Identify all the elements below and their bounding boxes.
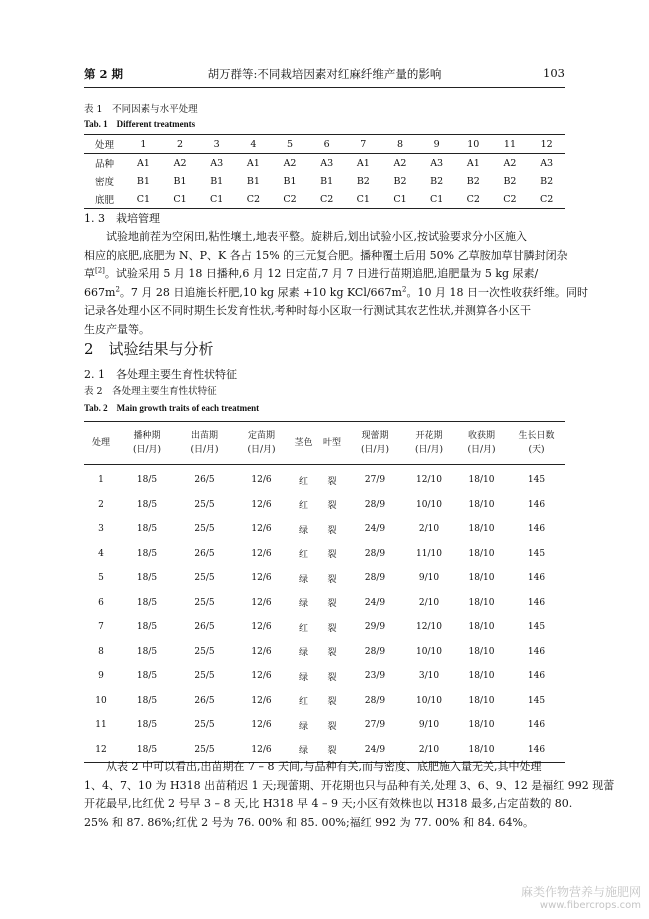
header-label: 开花期 bbox=[415, 431, 443, 441]
paragraph-line: 开花最早,比红优 2 号早 3 – 8 天,比 H318 早 4 – 9 天;小区有效株也以 H318 最多,占定苗数的 80. bbox=[84, 797, 573, 811]
table1-cell: B1 bbox=[210, 175, 224, 187]
header-label: 现蕾期 bbox=[361, 431, 389, 441]
paragraph-line: 相应的底肥,底肥为 N、P、K 各占 15% 的三元复合肥。播种覆土后用 50% 乙草胺加草甘膦封闭杂 bbox=[84, 248, 568, 262]
table2-cell: 25/5 bbox=[194, 499, 215, 510]
table2-cell: 12/6 bbox=[251, 671, 272, 682]
table1-cell: C1 bbox=[198, 190, 235, 209]
table2-cell: 18/5 bbox=[136, 524, 158, 535]
table2-cell: 裂 bbox=[327, 550, 337, 561]
table2-cell: 12/6 bbox=[251, 622, 272, 633]
table2-cell: 28/9 bbox=[364, 548, 386, 559]
table2-cell: 25/5 bbox=[194, 573, 215, 584]
table2-cell: 12/10 bbox=[416, 475, 442, 486]
table2-row bbox=[84, 566, 565, 591]
table2-cell: 25/5 bbox=[194, 597, 215, 608]
table2-cell: 12/6 bbox=[251, 695, 272, 706]
table2-cell: 12/6 bbox=[251, 597, 272, 608]
header-label: 生长日数 bbox=[518, 431, 555, 441]
header-unit: (日/月) bbox=[247, 445, 276, 455]
table2-cell: 18/5 bbox=[136, 573, 158, 584]
table2-cell: 146 bbox=[527, 646, 546, 657]
table2-cell: 24/9 bbox=[364, 597, 386, 608]
table2-cell: 绿 bbox=[298, 721, 308, 732]
header-unit: (日/月) bbox=[190, 445, 219, 455]
table2-cell: 146 bbox=[527, 720, 546, 731]
page-number: 103 bbox=[543, 66, 565, 80]
running-header bbox=[84, 66, 565, 84]
table2-cell: 18/5 bbox=[136, 499, 158, 510]
table2-row bbox=[84, 615, 565, 640]
table1-cell: A2 bbox=[393, 157, 407, 169]
table2-cell: 红 bbox=[298, 550, 308, 561]
table1-header-cell: 1 bbox=[125, 135, 162, 154]
table2-cell: 7 bbox=[98, 622, 104, 633]
header-unit: (日/月) bbox=[414, 445, 444, 455]
table2-header-cell bbox=[317, 422, 347, 465]
table2-cell: 145 bbox=[527, 475, 546, 486]
table1-row bbox=[84, 154, 565, 173]
table1-header-cell: 8 bbox=[382, 135, 419, 154]
table2-cell: 11 bbox=[95, 720, 107, 731]
table1-cell: B1 bbox=[136, 175, 150, 187]
table1-cell: C2 bbox=[272, 190, 309, 209]
table2-cell: 5 bbox=[98, 573, 104, 584]
table2-cell: 18/10 bbox=[468, 695, 495, 706]
table1-header-cell: 4 bbox=[235, 135, 272, 154]
table1-cell: A1 bbox=[356, 157, 370, 169]
table1-cell: C1 bbox=[382, 190, 419, 209]
text-run: 。10 月 18 日一次性收获纤维。同时 bbox=[406, 285, 588, 299]
table2-cell: 18/10 bbox=[468, 499, 495, 510]
table1-cell: B2 bbox=[356, 175, 370, 187]
table2-cell: 26/5 bbox=[194, 548, 215, 559]
table2-cell: 12/10 bbox=[416, 622, 442, 633]
table2-cell: 146 bbox=[527, 524, 546, 535]
header-unit: (日/月) bbox=[360, 445, 390, 455]
table2-cell: 8 bbox=[98, 646, 104, 657]
table1-cell: 密度 bbox=[95, 177, 115, 188]
table2-cell: 3/10 bbox=[418, 671, 440, 682]
table2-cell: 10 bbox=[95, 695, 107, 706]
table1-cell: B2 bbox=[466, 175, 480, 187]
header-label: 出苗期 bbox=[190, 431, 218, 441]
table1-header-cell: 9 bbox=[418, 135, 455, 154]
table2-cell: 裂 bbox=[327, 599, 337, 610]
table2-cell: 145 bbox=[527, 622, 546, 633]
table2-header-row bbox=[84, 422, 565, 465]
results-paragraph bbox=[84, 758, 615, 832]
table1-cell: A3 bbox=[540, 157, 554, 169]
table2-cell: 12/6 bbox=[251, 524, 272, 535]
table2-cell: 裂 bbox=[327, 501, 337, 512]
table2-cell: 145 bbox=[527, 548, 546, 559]
table2-cell: 28/9 bbox=[364, 573, 386, 584]
table1-header-cell: 2 bbox=[162, 135, 199, 154]
table1-cell: B2 bbox=[393, 175, 407, 187]
table2-cell: 18/10 bbox=[468, 548, 495, 559]
table2-cell: 18/10 bbox=[468, 622, 495, 633]
table2-cell: 18/5 bbox=[118, 738, 176, 763]
table2-row bbox=[84, 542, 565, 567]
table1-cell: C2 bbox=[455, 190, 492, 209]
table1-cell: A1 bbox=[136, 157, 150, 169]
text-run: 。7 月 28 日追施长杆肥,10 kg 尿素 +10 kg KCl/667m bbox=[119, 285, 402, 299]
superscript: 2 bbox=[115, 285, 120, 294]
paragraph-line: 试验地前茬为空闲田,粘性壤土,地表平整。旋耕后,划出试验小区,按试验要求分小区施入 bbox=[106, 230, 527, 243]
table1-header-cell: 处理 bbox=[84, 135, 125, 154]
table2-cell: 12/6 bbox=[251, 646, 272, 657]
table2-cell: 18/5 bbox=[136, 548, 158, 559]
table1-cell: A3 bbox=[430, 157, 444, 169]
table2-cell: 18/10 bbox=[468, 524, 495, 535]
table1-cell: B1 bbox=[246, 175, 260, 187]
header-label: 定苗期 bbox=[247, 431, 275, 441]
table2-cell: 2/10 bbox=[418, 524, 440, 535]
table2-cell: 146 bbox=[527, 499, 546, 510]
table2-cell: 25/5 bbox=[176, 738, 233, 763]
table2-cell: 绿 bbox=[290, 738, 317, 763]
table2-cell: 12/6 bbox=[251, 499, 272, 510]
table2-cell: 18/5 bbox=[136, 695, 158, 706]
table2-cell: 23/9 bbox=[364, 671, 386, 682]
header-label: 叶型 bbox=[322, 438, 341, 448]
table1-header-cell: 5 bbox=[272, 135, 309, 154]
table2-cell: 红 bbox=[298, 697, 308, 708]
table1-cell: B1 bbox=[173, 175, 187, 187]
table2-cell: 18/10 bbox=[468, 646, 495, 657]
table2-cell: 25/5 bbox=[194, 646, 215, 657]
citation-ref: [2] bbox=[95, 266, 105, 275]
table1-cell: B2 bbox=[430, 175, 444, 187]
table2-cell: 裂 bbox=[317, 738, 347, 763]
table2-header-cell bbox=[455, 422, 508, 465]
paragraph-line: 从表 2 中可以看出,出苗期在 7 – 8 天间,与品种有关,而与密度、底肥施入量无关,其中处理 bbox=[106, 760, 542, 773]
table2-cell: 28/9 bbox=[364, 646, 386, 657]
table2-cell: 裂 bbox=[327, 525, 337, 536]
table2-cell: 裂 bbox=[327, 672, 337, 683]
table2-cell: 146 bbox=[527, 671, 546, 682]
table1-cell: B1 bbox=[320, 175, 334, 187]
watermark-title: 麻类作物营养与施肥网 bbox=[520, 885, 641, 899]
table1-cell: A3 bbox=[320, 157, 334, 169]
table2-cell: 18/10 bbox=[468, 597, 495, 608]
header-unit: (日/月) bbox=[132, 445, 162, 455]
superscript: 2 bbox=[402, 285, 407, 294]
table2-cell: 145 bbox=[527, 695, 546, 706]
table1-header-cell: 3 bbox=[198, 135, 235, 154]
table1-header-cell: 12 bbox=[528, 135, 565, 154]
table2-cell: 12 bbox=[84, 738, 118, 763]
table2-row bbox=[84, 664, 565, 689]
table2-cell: 18/10 bbox=[468, 475, 495, 486]
table2-cell: 绿 bbox=[298, 574, 308, 585]
site-watermark bbox=[521, 883, 641, 911]
table2-cell: 4 bbox=[98, 548, 104, 559]
table2-cell: 9 bbox=[98, 671, 104, 682]
table2-cell: 绿 bbox=[298, 599, 308, 610]
table2-cell: 28/9 bbox=[364, 499, 386, 510]
issue-number: 第 2 期 bbox=[84, 67, 124, 81]
table2-cell: 25/5 bbox=[194, 671, 215, 682]
table2-cell: 绿 bbox=[298, 672, 308, 683]
table2-row bbox=[84, 468, 565, 493]
table2-cell: 裂 bbox=[327, 623, 337, 634]
table2-cell: 6 bbox=[98, 597, 104, 608]
table1-cell: A1 bbox=[466, 157, 480, 169]
table1-header-cell: 10 bbox=[455, 135, 492, 154]
table1-cell: B2 bbox=[540, 175, 554, 187]
table2-cell: 裂 bbox=[327, 721, 337, 732]
table2-cell: 18/10 bbox=[468, 720, 495, 731]
table2-cell: 18/5 bbox=[136, 597, 158, 608]
table1-cell: C1 bbox=[125, 190, 162, 209]
table1-header-cell: 6 bbox=[308, 135, 345, 154]
table1-header-row bbox=[84, 135, 565, 154]
paragraph-line bbox=[84, 284, 588, 303]
table1-cell: A2 bbox=[503, 157, 517, 169]
header-unit: (日/月) bbox=[467, 445, 496, 455]
table2-cell: 裂 bbox=[327, 476, 337, 487]
table2-caption-cn: 表 2 各处理主要生育性状特征 bbox=[84, 386, 217, 397]
table2-cell: 12/6 bbox=[251, 475, 272, 486]
table2-cell: 2/10 bbox=[418, 597, 440, 608]
table1-row bbox=[84, 172, 565, 190]
table2-cell: 10/10 bbox=[416, 499, 442, 510]
text-run: 667m bbox=[84, 285, 116, 299]
table2-cell: 26/5 bbox=[194, 622, 215, 633]
table2-cell: 18/5 bbox=[136, 671, 158, 682]
table2-cell: 18/10 bbox=[468, 573, 495, 584]
table2-cell: 28/9 bbox=[364, 695, 386, 706]
table2-cell: 红 bbox=[298, 623, 308, 634]
table1-cell: 品种 bbox=[95, 159, 115, 170]
table2-caption-en: Tab. 2 Main growth traits of each treatment bbox=[84, 403, 260, 413]
section-2-1-heading: 2. 1 各处理主要生育性状特征 bbox=[84, 368, 237, 381]
table2-header-cell bbox=[290, 422, 317, 465]
paragraph-line: 生皮产量等。 bbox=[84, 322, 150, 336]
table2-row bbox=[84, 591, 565, 616]
table1-caption-cn: 表 1 不同因素与水平处理 bbox=[84, 104, 198, 115]
table2-header-cell bbox=[403, 422, 455, 465]
table1-cell: B2 bbox=[503, 175, 517, 187]
table2-cell: 18/5 bbox=[136, 720, 158, 731]
header-label: 茎色 bbox=[294, 438, 313, 448]
table2-cell: 18/5 bbox=[136, 622, 158, 633]
table2-cell: 18/5 bbox=[136, 646, 158, 657]
table1-cell: A1 bbox=[246, 157, 260, 169]
section-1-3-heading: 1. 3 栽培管理 bbox=[84, 212, 160, 225]
table1-cell: A2 bbox=[283, 157, 297, 169]
table2-cell: 12/6 bbox=[233, 738, 290, 763]
table2-cell: 9/10 bbox=[418, 720, 440, 731]
table2-cell: 146 bbox=[508, 738, 565, 763]
paragraph-line bbox=[84, 265, 565, 284]
table2-cell: 绿 bbox=[298, 648, 308, 659]
table2-row bbox=[84, 640, 565, 665]
table1-cell: A2 bbox=[173, 157, 187, 169]
header-label: 收获期 bbox=[467, 431, 495, 441]
table2-cell: 绿 bbox=[298, 525, 308, 536]
table1-cell: C2 bbox=[528, 190, 565, 209]
header-label: 处理 bbox=[91, 438, 110, 448]
table2-header-cell bbox=[508, 422, 565, 465]
table2-cell: 12/6 bbox=[251, 573, 272, 584]
table2-cell: 29/9 bbox=[364, 622, 386, 633]
table2-header-cell bbox=[84, 422, 118, 465]
table1-cell: C1 bbox=[345, 190, 382, 209]
table2-cell: 2 bbox=[98, 499, 104, 510]
table1-header-cell: 7 bbox=[345, 135, 382, 154]
table2-cell: 11/10 bbox=[416, 548, 442, 559]
table2-header-cell bbox=[233, 422, 290, 465]
table2-cell: 12/6 bbox=[251, 720, 272, 731]
table2-cell: 146 bbox=[527, 597, 546, 608]
table2-cell: 1 bbox=[98, 475, 104, 486]
running-title: 胡万群等:不同栽培因素对红麻纤维产量的影响 bbox=[207, 67, 442, 81]
table2-row bbox=[84, 517, 565, 542]
table2-cell: 26/5 bbox=[194, 695, 215, 706]
paragraph-line: 1、4、7、10 为 H318 出苗稍迟 1 天;现蕾期、开花期也只与品种有关,处理 3、6、9、12 是福红 992 现蕾 bbox=[84, 778, 615, 792]
table2-cell: 红 bbox=[298, 501, 308, 512]
table2-row bbox=[84, 493, 565, 518]
table1-caption-en: Tab. 1 Different treatments bbox=[84, 119, 196, 129]
table2-cell: 裂 bbox=[327, 574, 337, 585]
paragraph-line: 25% 和 87. 86%;红优 2 号为 76. 00% 和 85. 00%;福红 992 为 77. 00% 和 84. 64%。 bbox=[84, 815, 535, 829]
table1-cell: C2 bbox=[308, 190, 345, 209]
growth-traits-table bbox=[84, 421, 565, 763]
table2-cell: 10/10 bbox=[416, 695, 442, 706]
table2-body bbox=[84, 468, 565, 763]
table2-header-cell bbox=[347, 422, 403, 465]
table2-cell: 裂 bbox=[327, 697, 337, 708]
section-2-heading: 2 试验结果与分析 bbox=[84, 340, 214, 358]
text-run: 草 bbox=[84, 267, 95, 281]
table2-cell: 24/9 bbox=[347, 738, 403, 763]
table2-cell: 9/10 bbox=[418, 573, 440, 584]
table2-cell: 3 bbox=[98, 524, 104, 535]
table2-cell: 25/5 bbox=[194, 720, 215, 731]
text-run: 。试验采用 5 月 18 日播种,6 月 12 日定苗,7 月 7 日进行苗期追肥,追肥量为 5 kg 尿素/ bbox=[104, 267, 539, 281]
header-rule bbox=[84, 87, 565, 88]
table1-cell: C2 bbox=[235, 190, 272, 209]
table2-cell: 25/5 bbox=[194, 524, 215, 535]
table1-cell: A3 bbox=[210, 157, 224, 169]
table1-cell: C2 bbox=[492, 190, 529, 209]
treatments-table bbox=[84, 134, 565, 209]
table2-cell: 18/5 bbox=[136, 475, 158, 486]
header-unit: (天) bbox=[528, 445, 545, 455]
table2-cell: 24/9 bbox=[364, 524, 386, 535]
table2-header-cell bbox=[176, 422, 233, 465]
table1-cell: C1 bbox=[418, 190, 455, 209]
table1-row bbox=[84, 190, 565, 209]
table2-cell: 26/5 bbox=[194, 475, 215, 486]
table1-cell: 底肥 bbox=[84, 190, 125, 209]
table2-cell: 10/10 bbox=[416, 646, 442, 657]
watermark-url: www.fibercrops.com bbox=[539, 900, 641, 911]
table2-row bbox=[84, 713, 565, 738]
table2-cell: 红 bbox=[298, 476, 308, 487]
table2-cell: 27/9 bbox=[364, 720, 386, 731]
header-label: 播种期 bbox=[133, 431, 161, 441]
table2-cell: 27/9 bbox=[364, 475, 386, 486]
table2-header-cell bbox=[118, 422, 176, 465]
table2-cell: 裂 bbox=[327, 648, 337, 659]
paragraph-line: 记录各处理小区不同时期生长发育性状,考种时每小区取一行测试其农艺性状,并测算各小区干 bbox=[84, 304, 531, 318]
table2-cell: 18/10 bbox=[468, 671, 495, 682]
table2-cell: 12/6 bbox=[251, 548, 272, 559]
table2-cell: 18/10 bbox=[455, 738, 508, 763]
table2-row bbox=[84, 689, 565, 714]
table2-cell: 2/10 bbox=[403, 738, 455, 763]
section-1-3-paragraph bbox=[84, 228, 588, 340]
table2-cell: 146 bbox=[527, 573, 546, 584]
table1-cell: B1 bbox=[283, 175, 297, 187]
table1-cell: C1 bbox=[162, 190, 199, 209]
table1-header-cell: 11 bbox=[492, 135, 529, 154]
